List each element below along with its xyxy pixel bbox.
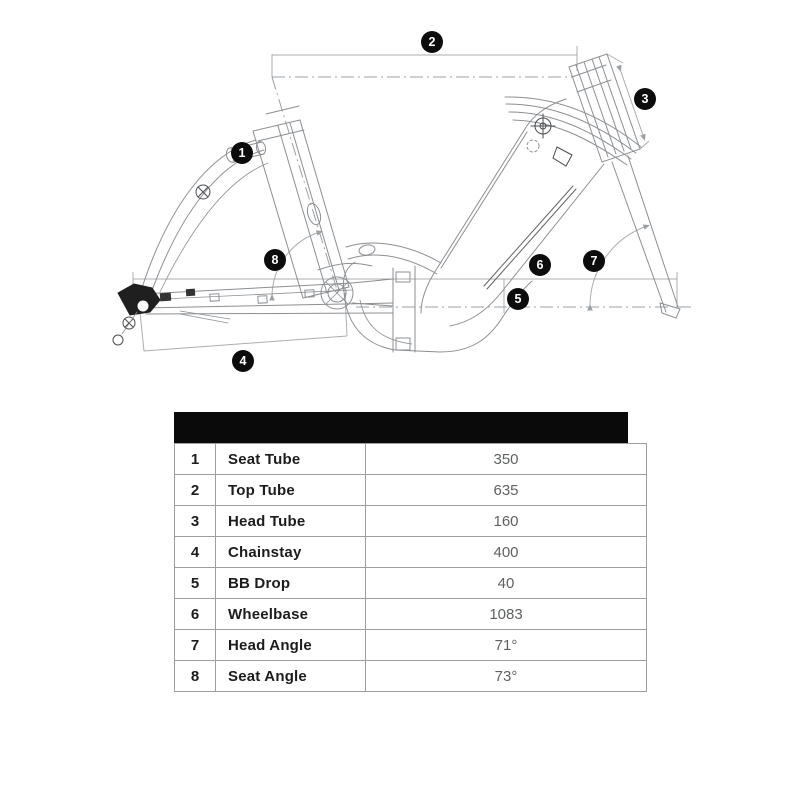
row-label: Head Angle [216,630,366,661]
table-row [175,506,647,537]
row-label: Wheelbase [216,599,366,630]
table-row [175,475,647,506]
table-row [175,444,647,475]
dashed-circle-detail [527,140,539,152]
row-label: BB Drop [216,568,366,599]
head-tube [569,54,640,162]
row-value: 635 [366,475,647,506]
table-row [175,661,647,692]
table-row [175,537,647,568]
mid-connector-tubes [318,243,441,274]
row-value: 160 [366,506,647,537]
callout-8-seat-angle: 8 [264,249,286,271]
rear-rack-stay [140,140,268,296]
dimension-lines [133,46,692,351]
callout-6-wheelbase: 6 [529,254,551,276]
callout-5-bb-drop: 5 [507,288,529,310]
callout-4-chainstay: 4 [232,350,254,372]
row-number: 4 [175,537,216,568]
row-number: 6 [175,599,216,630]
chainstay-dimension [140,293,347,351]
row-value: 40 [366,568,647,599]
table-row [175,630,647,661]
row-number: 8 [175,661,216,692]
row-value: 1083 [366,599,647,630]
seat-tube [225,106,349,298]
cable-routing [505,97,641,165]
stay-bolt-icon [196,185,210,199]
row-label: Top Tube [216,475,366,506]
table-row [175,568,647,599]
row-number: 2 [175,475,216,506]
callout-2-top-tube: 2 [421,31,443,53]
callout-1-seat-tube: 1 [231,142,253,164]
row-number: 5 [175,568,216,599]
callout-7-head-angle: 7 [583,250,605,272]
row-value: 73° [366,661,647,692]
row-value: 71° [366,630,647,661]
row-number: 3 [175,506,216,537]
spec-table [174,412,628,692]
fork [612,156,680,318]
row-label: Chainstay [216,537,366,568]
row-value: 400 [366,537,647,568]
row-label: Head Tube [216,506,366,537]
row-label: Seat Tube [216,444,366,475]
row-number: 7 [175,630,216,661]
row-number: 1 [175,444,216,475]
row-label: Seat Angle [216,661,366,692]
row-value: 350 [366,444,647,475]
table-row [175,599,647,630]
callout-3-head-tube: 3 [634,88,656,110]
table-header-bar [174,412,628,443]
geometry-table [174,443,647,692]
